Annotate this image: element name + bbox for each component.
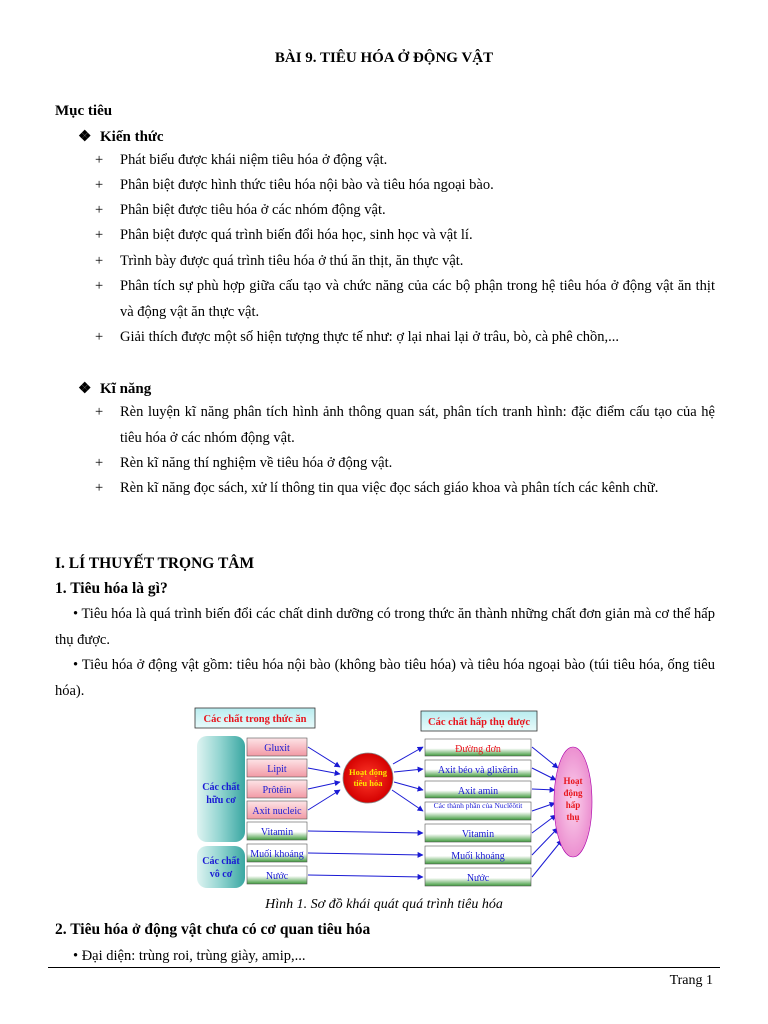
skills-heading — [78, 379, 151, 398]
knowledge-heading — [78, 127, 164, 146]
left-items — [247, 738, 307, 884]
list-item: + Giải thích được một số hiện tượng thực tế như: ợ lại nhai lại ở trâu, bò, cà phê chồn,... — [95, 329, 620, 345]
inorganic-label-2: vô cơ — [209, 869, 233, 880]
center-label-1: Hoạt động — [348, 767, 388, 777]
subsection-heading: 2. Tiêu hóa ở động vật chưa có cơ quan tiêu hóa — [55, 921, 371, 938]
digestion-diagram — [190, 702, 600, 892]
right-header: Các chất hấp thụ được — [428, 717, 530, 728]
list-item: + Rèn luyện kĩ năng phân tích hình ảnh thông quan sát, phân tích tranh hình: đặc điểm cấu tạo của hệ tiêu hóa ở các nhóm động vật. — [95, 404, 715, 446]
organic-label-1: Các chất — [202, 782, 240, 793]
absorb-label: hấp — [565, 800, 581, 810]
left-item: Nước — [265, 871, 289, 882]
right-items — [425, 739, 531, 886]
list-item: + Phát biểu được khái niệm tiêu hóa ở động vật. — [95, 152, 388, 168]
left-item: Lipit — [267, 764, 287, 775]
right-item: Đường đơn — [455, 744, 501, 755]
paragraph: • Đại diện: trùng roi, trùng giày, amip,... — [73, 948, 306, 964]
list-item: + Phân biệt được quá trình biến đổi hóa học, sinh học và vật lí. — [95, 227, 473, 243]
left-header: Các chất trong thức ăn — [203, 714, 307, 725]
list-item: + Phân biệt được hình thức tiêu hóa nội bào và tiêu hóa ngoại bào. — [95, 177, 494, 193]
left-item: Muối khoáng — [250, 849, 304, 860]
diamond-bullet-icon: ❖ — [78, 381, 92, 397]
input-arrows — [308, 747, 340, 810]
right-item: Nước — [466, 873, 490, 884]
left-item: Gluxit — [264, 743, 290, 754]
direct-arrows — [308, 831, 423, 877]
absorb-label: thụ — [566, 812, 580, 822]
subsection-heading: 1. Tiêu hóa là gì? — [55, 580, 168, 597]
right-item: Muối khoáng — [451, 851, 505, 862]
absorb-label: động — [563, 788, 583, 798]
diamond-bullet-icon: ❖ — [78, 129, 92, 145]
skills-heading-text: Kĩ năng — [100, 381, 152, 397]
absorb-label: Hoạt — [563, 776, 583, 786]
knowledge-heading-text: Kiến thức — [100, 129, 164, 145]
list-item: + Trình bày được quá trình tiêu hóa ở thú ăn thịt, ăn thực vật. — [95, 253, 464, 269]
center-label-2: tiêu hóa — [353, 778, 383, 788]
left-item: Prôtêin — [262, 785, 292, 796]
organic-label-2: hữu cơ — [206, 795, 236, 806]
right-item: Các thành phần của Nuclêôtit — [433, 802, 523, 810]
right-item: Axit amin — [457, 786, 499, 797]
right-item: Axit béo và glixêrin — [437, 765, 519, 776]
list-item: + Phân tích sự phù hợp giữa cấu tạo và chức năng của các bộ phận trong hệ tiêu hóa ở động vật ăn thịt và động vật ăn thực vật. — [95, 278, 715, 320]
inorganic-label-1: Các chất — [202, 856, 240, 867]
objectives-heading: Mục tiêu — [55, 103, 113, 119]
output-arrows — [392, 747, 423, 811]
right-item: Vitamin — [461, 829, 495, 840]
figure-caption: Hình 1. Sơ đồ khái quát quá trình tiêu hóa — [265, 897, 503, 912]
paragraph: • Tiêu hóa là quá trình biến đổi các chất dinh dưỡng có trong thức ăn thành những chất đơn giản mà cơ thể hấp thụ được. — [55, 606, 715, 648]
left-item: Vitamin — [260, 827, 294, 838]
left-item: Axit nucleic — [252, 806, 302, 817]
inorganic-group-box — [197, 846, 245, 888]
list-item: + Rèn kĩ năng thí nghiệm về tiêu hóa ở động vật. — [95, 455, 393, 471]
list-item: + Phân biệt được tiêu hóa ở các nhóm động vật. — [95, 202, 386, 218]
page-number: Trang 1 — [669, 973, 713, 988]
list-item: + Rèn kĩ năng đọc sách, xử lí thông tin qua việc đọc sách giáo khoa và phân tích các kênh chữ. — [95, 480, 659, 496]
paragraph: • Tiêu hóa ở động vật gồm: tiêu hóa nội bào (không bào tiêu hóa) và tiêu hóa ngoại bào (túi tiêu hóa, ống tiêu hóa). — [55, 657, 715, 699]
section-heading: I. LÍ THUYẾT TRỌNG TÂM — [55, 555, 255, 572]
page-title: BÀI 9. TIÊU HÓA Ở ĐỘNG VẬT — [274, 50, 494, 66]
footer-divider — [48, 967, 720, 968]
